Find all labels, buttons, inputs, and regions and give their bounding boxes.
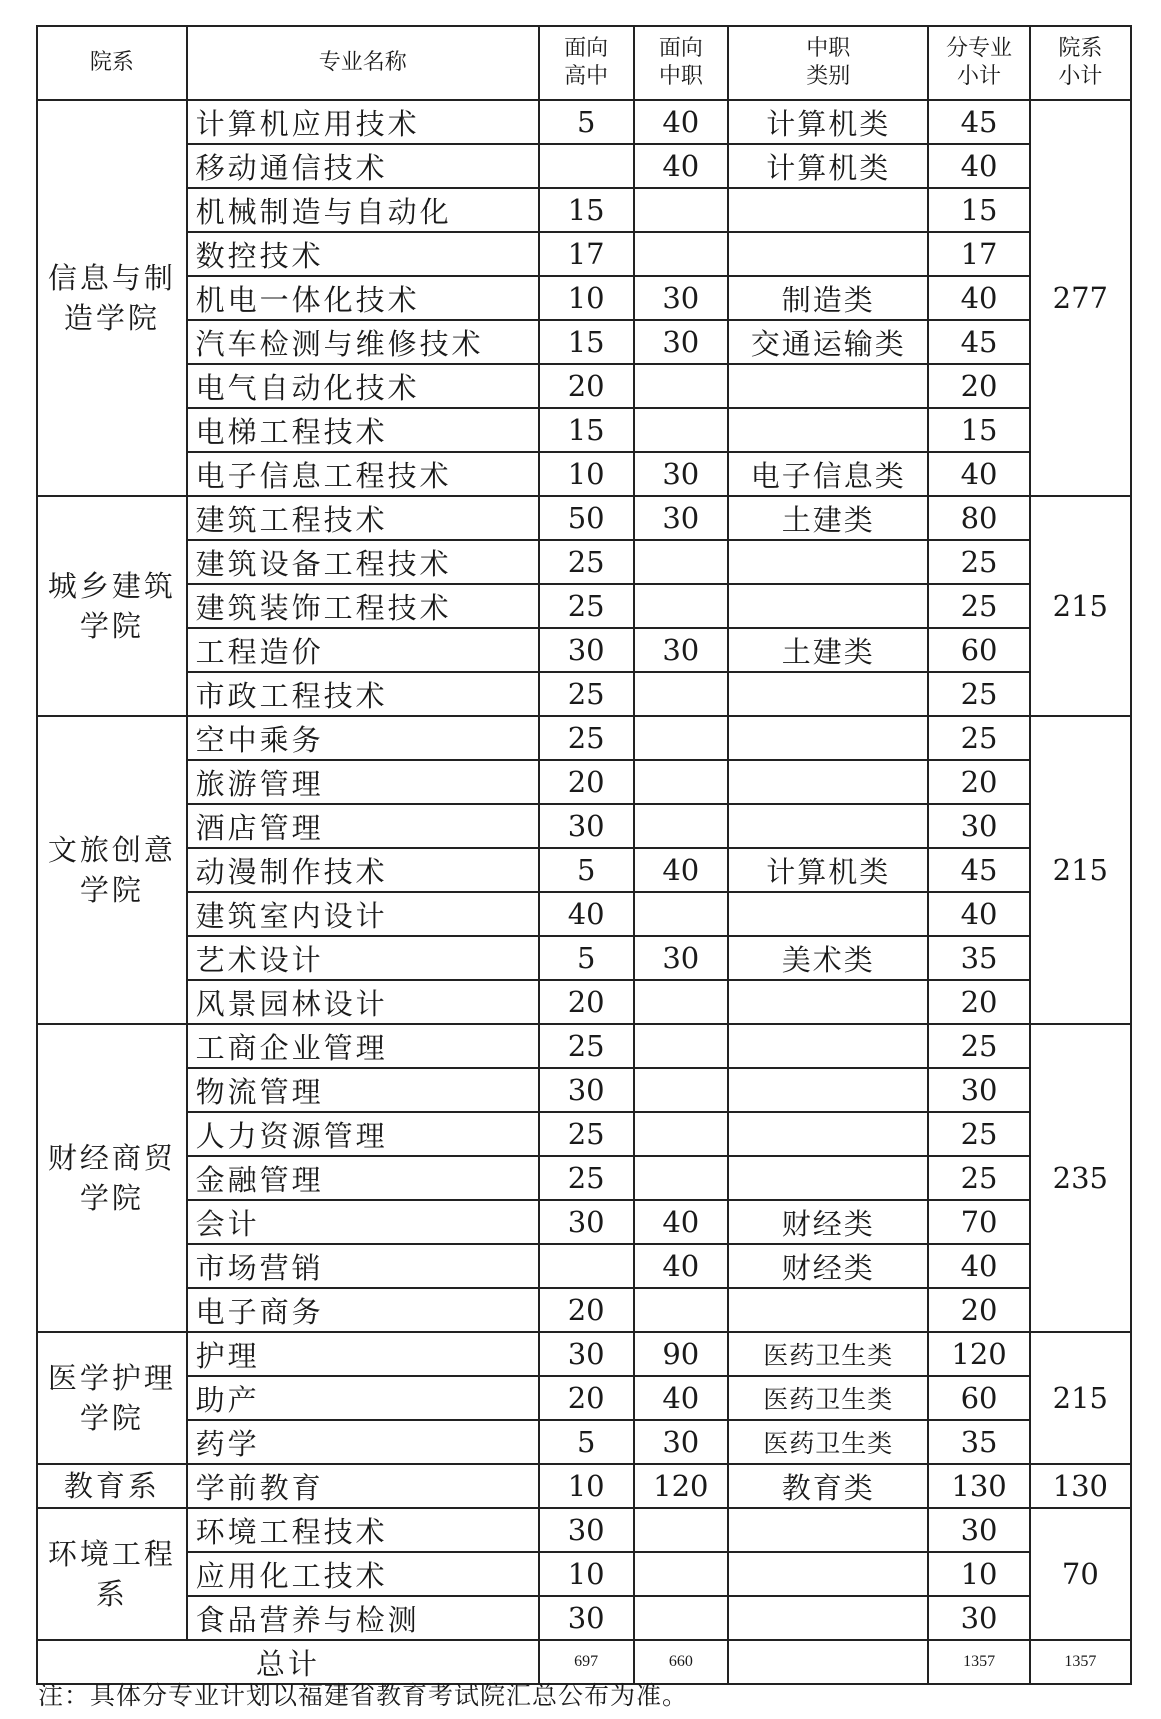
vocational-quota: 40 (634, 1244, 729, 1288)
vocational-category (728, 1596, 928, 1640)
enrollment-plan (36, 25, 1132, 1685)
high-school-quota: 15 (539, 188, 634, 232)
total-high-school: 697 (539, 1640, 634, 1684)
vocational-quota (634, 1024, 729, 1068)
vocational-category (728, 1552, 928, 1596)
enrollment-table (36, 25, 1132, 1685)
vocational-quota (634, 1112, 729, 1156)
high-school-quota: 10 (539, 452, 634, 496)
header-major-subtotal: 分专业 小计 (928, 26, 1029, 100)
vocational-quota (634, 232, 729, 276)
major-subtotal: 130 (928, 1464, 1029, 1508)
major-name: 艺术设计 (187, 936, 539, 980)
dept-subtotal: 70 (1030, 1508, 1131, 1640)
vocational-quota: 40 (634, 1200, 729, 1244)
vocational-category (728, 980, 928, 1024)
vocational-quota (634, 760, 729, 804)
vocational-quota (634, 1156, 729, 1200)
vocational-quota (634, 1508, 729, 1552)
vocational-quota: 40 (634, 1376, 729, 1420)
major-name: 电气自动化技术 (187, 364, 539, 408)
table-row (37, 1200, 1131, 1244)
table-row (37, 1244, 1131, 1288)
major-subtotal: 40 (928, 1244, 1029, 1288)
table-row (37, 540, 1131, 584)
high-school-quota: 5 (539, 100, 634, 144)
high-school-quota: 30 (539, 1596, 634, 1640)
high-school-quota: 25 (539, 1024, 634, 1068)
major-name: 药学 (187, 1420, 539, 1464)
vocational-category: 计算机类 (728, 848, 928, 892)
major-subtotal: 120 (928, 1332, 1029, 1376)
vocational-quota: 30 (634, 320, 729, 364)
high-school-quota: 10 (539, 1552, 634, 1596)
dept-name: 信息与制 造学院 (37, 100, 187, 496)
high-school-quota: 30 (539, 804, 634, 848)
major-subtotal: 30 (928, 1508, 1029, 1552)
table-row (37, 1156, 1131, 1200)
dept-subtotal: 235 (1030, 1024, 1131, 1332)
high-school-quota: 25 (539, 672, 634, 716)
major-subtotal: 30 (928, 1068, 1029, 1112)
high-school-quota: 20 (539, 760, 634, 804)
vocational-quota (634, 188, 729, 232)
vocational-category (728, 1288, 928, 1332)
table-row (37, 232, 1131, 276)
table-row (37, 364, 1131, 408)
high-school-quota: 30 (539, 1200, 634, 1244)
high-school-quota (539, 1244, 634, 1288)
high-school-quota: 25 (539, 540, 634, 584)
table-row (37, 1024, 1131, 1068)
table-row (37, 1596, 1131, 1640)
table-row (37, 848, 1131, 892)
major-name: 动漫制作技术 (187, 848, 539, 892)
major-name: 酒店管理 (187, 804, 539, 848)
vocational-quota (634, 716, 729, 760)
vocational-category (728, 540, 928, 584)
dept-subtotal: 277 (1030, 100, 1131, 496)
vocational-category (728, 1024, 928, 1068)
major-subtotal: 25 (928, 1112, 1029, 1156)
vocational-quota: 90 (634, 1332, 729, 1376)
major-subtotal: 20 (928, 1288, 1029, 1332)
vocational-category (728, 232, 928, 276)
high-school-quota: 10 (539, 276, 634, 320)
vocational-category: 医药卫生类 (728, 1376, 928, 1420)
major-name: 电梯工程技术 (187, 408, 539, 452)
high-school-quota: 5 (539, 936, 634, 980)
major-name: 旅游管理 (187, 760, 539, 804)
total-vocational: 660 (634, 1640, 729, 1684)
major-name: 环境工程技术 (187, 1508, 539, 1552)
header-major: 专业名称 (187, 26, 539, 100)
major-name: 护理 (187, 1332, 539, 1376)
major-name: 会计 (187, 1200, 539, 1244)
major-name: 物流管理 (187, 1068, 539, 1112)
major-name: 电子信息工程技术 (187, 452, 539, 496)
major-name: 工程造价 (187, 628, 539, 672)
table-row (37, 1068, 1131, 1112)
vocational-category: 计算机类 (728, 100, 928, 144)
major-name: 电子商务 (187, 1288, 539, 1332)
vocational-category: 电子信息类 (728, 452, 928, 496)
vocational-category: 土建类 (728, 628, 928, 672)
header-dept-subtotal: 院系 小计 (1030, 26, 1131, 100)
vocational-category (728, 584, 928, 628)
major-subtotal: 40 (928, 892, 1029, 936)
high-school-quota (539, 144, 634, 188)
vocational-quota: 30 (634, 936, 729, 980)
major-name: 建筑设备工程技术 (187, 540, 539, 584)
table-row (37, 716, 1131, 760)
major-name: 移动通信技术 (187, 144, 539, 188)
vocational-quota (634, 1552, 729, 1596)
major-subtotal: 30 (928, 804, 1029, 848)
table-row (37, 584, 1131, 628)
table-row (37, 672, 1131, 716)
high-school-quota: 25 (539, 716, 634, 760)
vocational-category: 土建类 (728, 496, 928, 540)
major-subtotal: 70 (928, 1200, 1029, 1244)
vocational-category (728, 1112, 928, 1156)
high-school-quota: 20 (539, 980, 634, 1024)
vocational-quota (634, 1068, 729, 1112)
major-subtotal: 25 (928, 540, 1029, 584)
major-subtotal: 25 (928, 584, 1029, 628)
high-school-quota: 5 (539, 848, 634, 892)
dept-name: 城乡建筑 学院 (37, 496, 187, 716)
major-name: 风景园林设计 (187, 980, 539, 1024)
major-name: 金融管理 (187, 1156, 539, 1200)
major-subtotal: 15 (928, 408, 1029, 452)
high-school-quota: 15 (539, 408, 634, 452)
vocational-category (728, 760, 928, 804)
major-subtotal: 45 (928, 848, 1029, 892)
vocational-quota: 40 (634, 848, 729, 892)
major-name: 市政工程技术 (187, 672, 539, 716)
major-subtotal: 10 (928, 1552, 1029, 1596)
high-school-quota: 25 (539, 1156, 634, 1200)
table-row (37, 276, 1131, 320)
total-category (728, 1640, 928, 1684)
high-school-quota: 30 (539, 628, 634, 672)
table-row (37, 408, 1131, 452)
vocational-quota (634, 1596, 729, 1640)
major-name: 建筑装饰工程技术 (187, 584, 539, 628)
major-subtotal: 20 (928, 760, 1029, 804)
vocational-quota: 30 (634, 628, 729, 672)
vocational-category: 财经类 (728, 1244, 928, 1288)
major-subtotal: 20 (928, 364, 1029, 408)
vocational-quota: 40 (634, 144, 729, 188)
major-subtotal: 25 (928, 672, 1029, 716)
vocational-quota (634, 672, 729, 716)
table-row (37, 980, 1131, 1024)
high-school-quota: 40 (539, 892, 634, 936)
vocational-category (728, 1156, 928, 1200)
major-name: 工商企业管理 (187, 1024, 539, 1068)
vocational-quota (634, 364, 729, 408)
major-subtotal: 17 (928, 232, 1029, 276)
high-school-quota: 30 (539, 1332, 634, 1376)
vocational-category (728, 672, 928, 716)
header-high-school: 面向 高中 (539, 26, 634, 100)
major-subtotal: 40 (928, 452, 1029, 496)
vocational-quota (634, 540, 729, 584)
vocational-category: 财经类 (728, 1200, 928, 1244)
table-row (37, 804, 1131, 848)
vocational-quota (634, 804, 729, 848)
major-name: 学前教育 (187, 1464, 539, 1508)
dept-subtotal: 215 (1030, 716, 1131, 1024)
vocational-quota (634, 980, 729, 1024)
major-subtotal: 45 (928, 320, 1029, 364)
dept-name: 教育系 (37, 1464, 187, 1508)
table-row (37, 496, 1131, 540)
major-name: 汽车检测与维修技术 (187, 320, 539, 364)
major-subtotal: 25 (928, 1156, 1029, 1200)
total-major-subtotal: 1357 (928, 1640, 1029, 1684)
dept-subtotal: 130 (1030, 1464, 1131, 1508)
major-subtotal: 20 (928, 980, 1029, 1024)
major-name: 应用化工技术 (187, 1552, 539, 1596)
table-row (37, 892, 1131, 936)
high-school-quota: 30 (539, 1508, 634, 1552)
vocational-category: 教育类 (728, 1464, 928, 1508)
vocational-category (728, 1508, 928, 1552)
vocational-category (728, 188, 928, 232)
major-name: 计算机应用技术 (187, 100, 539, 144)
vocational-category (728, 804, 928, 848)
high-school-quota: 20 (539, 364, 634, 408)
major-subtotal: 25 (928, 716, 1029, 760)
table-row (37, 1552, 1131, 1596)
dept-name: 环境工程 系 (37, 1508, 187, 1640)
major-subtotal: 15 (928, 188, 1029, 232)
high-school-quota: 25 (539, 584, 634, 628)
vocational-quota: 30 (634, 496, 729, 540)
major-subtotal: 25 (928, 1024, 1029, 1068)
major-name: 机电一体化技术 (187, 276, 539, 320)
vocational-category: 制造类 (728, 276, 928, 320)
dept-subtotal: 215 (1030, 1332, 1131, 1464)
high-school-quota: 30 (539, 1068, 634, 1112)
major-name: 空中乘务 (187, 716, 539, 760)
table-row (37, 936, 1131, 980)
vocational-category: 美术类 (728, 936, 928, 980)
table-row (37, 1288, 1131, 1332)
vocational-category (728, 408, 928, 452)
header-category: 中职 类别 (728, 26, 928, 100)
major-subtotal: 80 (928, 496, 1029, 540)
high-school-quota: 15 (539, 320, 634, 364)
table-row (37, 1464, 1131, 1508)
major-subtotal: 60 (928, 628, 1029, 672)
header-dept: 院系 (37, 26, 187, 100)
vocational-quota (634, 584, 729, 628)
table-row (37, 628, 1131, 672)
major-subtotal: 35 (928, 936, 1029, 980)
vocational-quota: 120 (634, 1464, 729, 1508)
vocational-category (728, 716, 928, 760)
major-name: 食品营养与检测 (187, 1596, 539, 1640)
high-school-quota: 20 (539, 1376, 634, 1420)
vocational-quota: 30 (634, 1420, 729, 1464)
header-row (37, 26, 1131, 100)
table-row (37, 144, 1131, 188)
major-subtotal: 30 (928, 1596, 1029, 1640)
major-subtotal: 40 (928, 144, 1029, 188)
major-name: 市场营销 (187, 1244, 539, 1288)
vocational-category (728, 1068, 928, 1112)
vocational-category: 医药卫生类 (728, 1420, 928, 1464)
footnote: 注：具体分专业计划以福建省教育考试院汇总公布为准。 (38, 1681, 689, 1710)
table-row (37, 1112, 1131, 1156)
major-name: 助产 (187, 1376, 539, 1420)
dept-subtotal: 215 (1030, 496, 1131, 716)
high-school-quota: 10 (539, 1464, 634, 1508)
total-label: 总计 (37, 1640, 539, 1684)
high-school-quota: 20 (539, 1288, 634, 1332)
high-school-quota: 5 (539, 1420, 634, 1464)
vocational-category: 医药卫生类 (728, 1332, 928, 1376)
major-name: 建筑工程技术 (187, 496, 539, 540)
table-row (37, 1376, 1131, 1420)
major-name: 人力资源管理 (187, 1112, 539, 1156)
vocational-category: 计算机类 (728, 144, 928, 188)
major-subtotal: 45 (928, 100, 1029, 144)
dept-name: 财经商贸 学院 (37, 1024, 187, 1332)
vocational-quota: 30 (634, 452, 729, 496)
dept-name: 文旅创意 学院 (37, 716, 187, 1024)
major-subtotal: 40 (928, 276, 1029, 320)
major-name: 机械制造与自动化 (187, 188, 539, 232)
high-school-quota: 17 (539, 232, 634, 276)
high-school-quota: 25 (539, 1112, 634, 1156)
vocational-category (728, 364, 928, 408)
table-row (37, 320, 1131, 364)
vocational-quota (634, 892, 729, 936)
vocational-quota (634, 1288, 729, 1332)
major-subtotal: 60 (928, 1376, 1029, 1420)
major-subtotal: 35 (928, 1420, 1029, 1464)
table-row (37, 1332, 1131, 1376)
table-row (37, 100, 1131, 144)
high-school-quota: 50 (539, 496, 634, 540)
header-vocational: 面向 中职 (634, 26, 729, 100)
vocational-category: 交通运输类 (728, 320, 928, 364)
table-row (37, 452, 1131, 496)
table-row (37, 1508, 1131, 1552)
table-row (37, 760, 1131, 804)
major-name: 数控技术 (187, 232, 539, 276)
total-dept-subtotal: 1357 (1030, 1640, 1131, 1684)
table-row (37, 188, 1131, 232)
vocational-category (728, 892, 928, 936)
table-row (37, 1420, 1131, 1464)
vocational-quota: 40 (634, 100, 729, 144)
vocational-quota (634, 408, 729, 452)
vocational-quota: 30 (634, 276, 729, 320)
dept-name: 医学护理 学院 (37, 1332, 187, 1464)
major-name: 建筑室内设计 (187, 892, 539, 936)
